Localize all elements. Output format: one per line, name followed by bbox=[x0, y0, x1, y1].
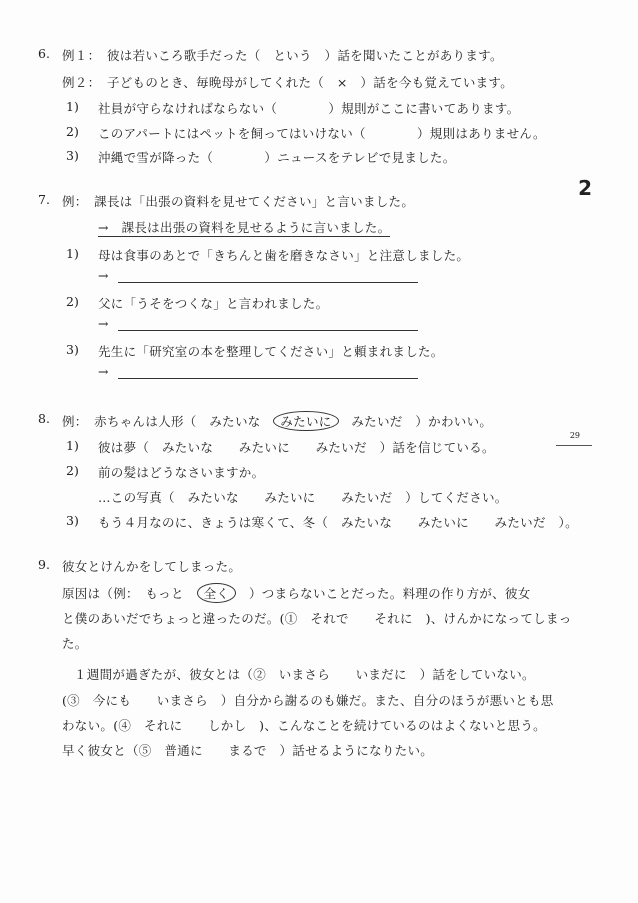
item-text: もう４月なのに、きょうは寒くて、冬（ みたいな みたいに みたいだ ）。 bbox=[98, 515, 578, 530]
arrow: → bbox=[98, 364, 109, 379]
example-1: 例１： 彼は若いころ歌手だった（ という ）話を聞いたことがあります。 bbox=[62, 48, 503, 63]
passage-line-4: １週間が過ぎたが、彼女とは（② いまさら いまだに ）話をしていない。 bbox=[74, 667, 535, 682]
passage-line-6: わない。(④ それに しかし )、こんなことを続けているのはよくないと思う。 bbox=[62, 718, 546, 733]
circled-answer: 全く bbox=[197, 583, 237, 603]
item-number: 3) bbox=[66, 513, 79, 528]
passage-line-5: (③ 今にも いまさら ）自分から謝るのも嫌だ。また、自分のほうが悪いとも思 bbox=[62, 693, 554, 708]
passage-title: 彼女とけんかをしてしまった。 bbox=[62, 559, 242, 574]
passage-line-7: 早く彼女と（⑤ 普通に まるで ）話せるようになりたい。 bbox=[62, 743, 434, 758]
answer-line[interactable] bbox=[118, 330, 418, 331]
passage-line-2: と僕のあいだでちょっと違ったのだ。(① それで それに )、けんかになってしまっ bbox=[62, 611, 572, 626]
example: 例： 課長は「出張の資料を見せてください」と言いました。 bbox=[62, 194, 415, 209]
item-text: このアパートにはペットを飼ってはいけない（ ）規則はありません。 bbox=[98, 126, 546, 141]
item-number: 2) bbox=[66, 463, 79, 478]
item-text: 父に「うそをつくな」と言われました。 bbox=[98, 296, 329, 311]
item-number: 1) bbox=[66, 438, 79, 453]
passage-line-1 bbox=[62, 583, 531, 603]
question-number: 9. bbox=[38, 557, 50, 572]
item-number: 2) bbox=[66, 294, 79, 309]
example-pre: 例： 赤ちゃんは人形（ みたいな bbox=[62, 414, 274, 429]
question-number: 7. bbox=[38, 192, 50, 207]
item-number: 3) bbox=[66, 342, 79, 357]
chapter-tab-number: 2 bbox=[578, 176, 592, 200]
passage-line-3: た。 bbox=[62, 636, 88, 651]
item-number: 1) bbox=[66, 246, 79, 261]
item-text: 社員が守らなければならない（ ）規則がここに書いてあります。 bbox=[98, 101, 520, 116]
item-text: 沖縄で雪が降った（ ）ニュースをテレビで見ました。 bbox=[98, 150, 456, 165]
arrow: → bbox=[98, 268, 109, 283]
item-number: 3) bbox=[66, 148, 79, 163]
item-text: …この写真（ みたいな みたいに みたいだ ）してください。 bbox=[98, 490, 508, 505]
example bbox=[62, 411, 492, 431]
item-text: 母は食事のあとで「きちんと歯を磨きなさい」と注意しました。 bbox=[98, 248, 470, 263]
item-number: 1) bbox=[66, 99, 79, 114]
answer-line[interactable] bbox=[118, 378, 418, 379]
example-answer-text: → 課長は出張の資料を見せるように言いました。 bbox=[98, 220, 391, 235]
example-post: みたいだ ）かわいい。 bbox=[338, 414, 493, 429]
page-number-rule bbox=[556, 445, 592, 446]
arrow: → bbox=[98, 316, 109, 331]
passage-pre: 原因は（例： もっと bbox=[62, 586, 197, 601]
question-number: 6. bbox=[38, 46, 50, 61]
item-text: 前の髪はどうなさいますか。 bbox=[98, 465, 265, 480]
item-text: 先生に「研究室の本を整理してください」と頼まれました。 bbox=[98, 344, 444, 359]
example-2: 例２： 子どものとき、毎晩母がしてくれた（ × ）話を今も覚えています。 bbox=[62, 75, 514, 90]
page-number: 29 bbox=[569, 431, 580, 440]
answer-line[interactable] bbox=[118, 282, 418, 283]
item-text: 彼は夢（ みたいな みたいに みたいだ ）話を信じている。 bbox=[98, 440, 495, 455]
item-number: 2) bbox=[66, 124, 79, 139]
example-answer bbox=[98, 218, 390, 237]
passage-post: ）つまらないことだった。料理の作り方が、彼女 bbox=[236, 586, 531, 601]
question-number: 8. bbox=[38, 411, 50, 426]
circled-answer: みたいに bbox=[273, 411, 338, 431]
